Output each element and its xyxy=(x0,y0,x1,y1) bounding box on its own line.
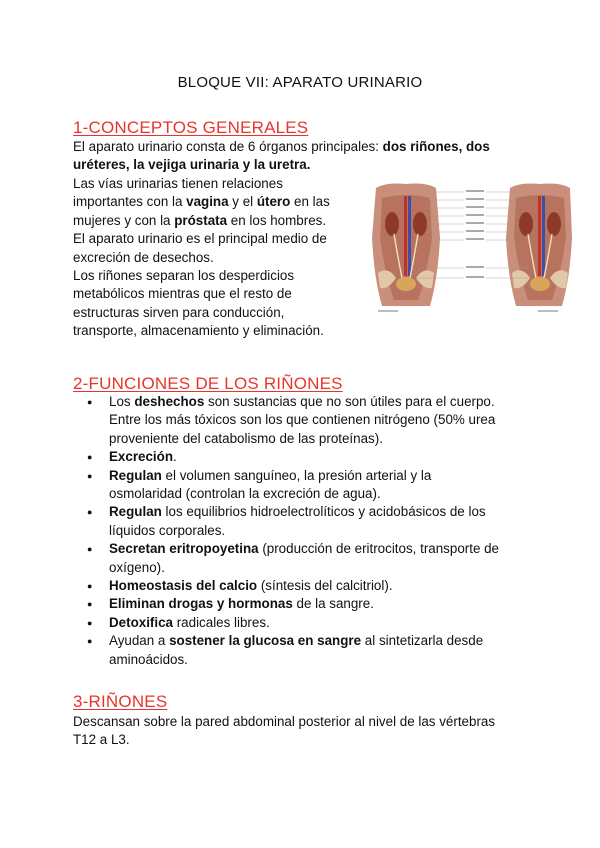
list-item xyxy=(73,503,533,540)
text-line: excreción de desechos. xyxy=(73,249,214,265)
text-line: Descansan sobre la pared abdominal posterior al nivel de las vértebras xyxy=(73,714,496,729)
text-run: (síntesis del calcitriol). xyxy=(257,578,393,594)
section-heading-conceptos: 1-CONCEPTOS GENERALES xyxy=(73,118,309,137)
bold-run: uréteres, la vejiga urinaria y la uretra. xyxy=(73,157,311,173)
text-run: El aparato urinario consta de 6 órganos principales: xyxy=(73,139,383,154)
list-item xyxy=(73,467,533,504)
text-run: al sintetizarla desde xyxy=(361,633,484,649)
section1-paragraph-2 xyxy=(73,175,330,341)
text-run: el volumen sanguíneo, la presión arterial y la xyxy=(161,467,432,483)
text-line: Entre los más tóxicos son los que contienen nitrógeno (50% urea xyxy=(109,412,496,428)
page-title: BLOQUE VII: APARATO URINARIO xyxy=(177,74,423,91)
bold-run: dos riñones, dos xyxy=(382,139,490,154)
text-line: osmolaridad (controlan la excreción de agua). xyxy=(109,486,381,502)
text-run: . xyxy=(173,449,177,465)
text-line: Las vías urinarias tienen relaciones xyxy=(73,176,283,191)
section-heading-rinones: 3-RIÑONES xyxy=(73,692,168,711)
bold-run: Excreción xyxy=(109,449,174,465)
text-line: El aparato urinario es el principal medio de xyxy=(73,231,327,247)
bold-run: Detoxifica xyxy=(109,614,173,630)
bold-run: vagina xyxy=(186,194,229,210)
text-line: Los riñones separan los desperdicios xyxy=(73,268,295,284)
list-item xyxy=(73,595,533,613)
list-item xyxy=(73,540,533,577)
text-line: estructuras sirven para conducción, xyxy=(73,304,285,320)
bold-run: Secretan eritropoyetina xyxy=(109,541,259,557)
text-run: importantes con la xyxy=(73,194,187,210)
functions-list xyxy=(73,393,533,669)
bold-run: útero xyxy=(256,194,291,210)
bold-run: deshechos xyxy=(134,394,205,409)
text-run: en los hombres. xyxy=(227,212,327,228)
text-run: y el xyxy=(228,194,257,210)
text-line: aminoácidos. xyxy=(109,651,188,667)
bold-run: Eliminan drogas y hormonas xyxy=(109,596,293,612)
text-run: radicales libres. xyxy=(173,614,270,630)
section3-paragraph xyxy=(73,713,495,750)
bold-run: próstata xyxy=(174,212,228,228)
list-item xyxy=(73,632,533,669)
text-run: (producción de eritrocitos, transporte de xyxy=(258,541,500,557)
list-item xyxy=(73,393,533,448)
text-run: los equilibrios hidroelectrolíticos y acidobásicos de los xyxy=(161,504,486,520)
list-item xyxy=(73,577,533,595)
text-run: en las xyxy=(290,194,330,210)
bold-run: Regulan xyxy=(109,504,162,520)
text-run: mujeres y con la xyxy=(73,212,175,228)
text-line: líquidos corporales. xyxy=(109,522,226,538)
text-run: son sustancias que no son útiles para el cuerpo. xyxy=(204,394,495,409)
bold-run: Homeostasis del calcio xyxy=(109,578,258,594)
text-run: Ayudan a xyxy=(109,633,170,649)
bold-run: Regulan xyxy=(109,467,162,483)
list-item xyxy=(73,448,533,466)
section-heading-funciones: 2-FUNCIONES DE LOS RIÑONES xyxy=(73,374,343,393)
text-line: T12 a L3. xyxy=(73,732,130,748)
urinary-system-illustration xyxy=(368,178,573,316)
text-line: metabólicos mientras que el resto de xyxy=(73,286,292,302)
text-run: Los xyxy=(109,394,135,409)
text-line: proveniente del catabolismo de las proteínas). xyxy=(109,430,383,446)
list-item xyxy=(73,614,533,632)
bold-run: sostener la glucosa en sangre xyxy=(169,633,362,649)
text-line: oxígeno). xyxy=(109,559,165,575)
text-run: de la sangre. xyxy=(292,596,374,612)
text-line: transporte, almacenamiento y eliminación. xyxy=(73,323,324,339)
section1-paragraph-1 xyxy=(73,138,490,175)
